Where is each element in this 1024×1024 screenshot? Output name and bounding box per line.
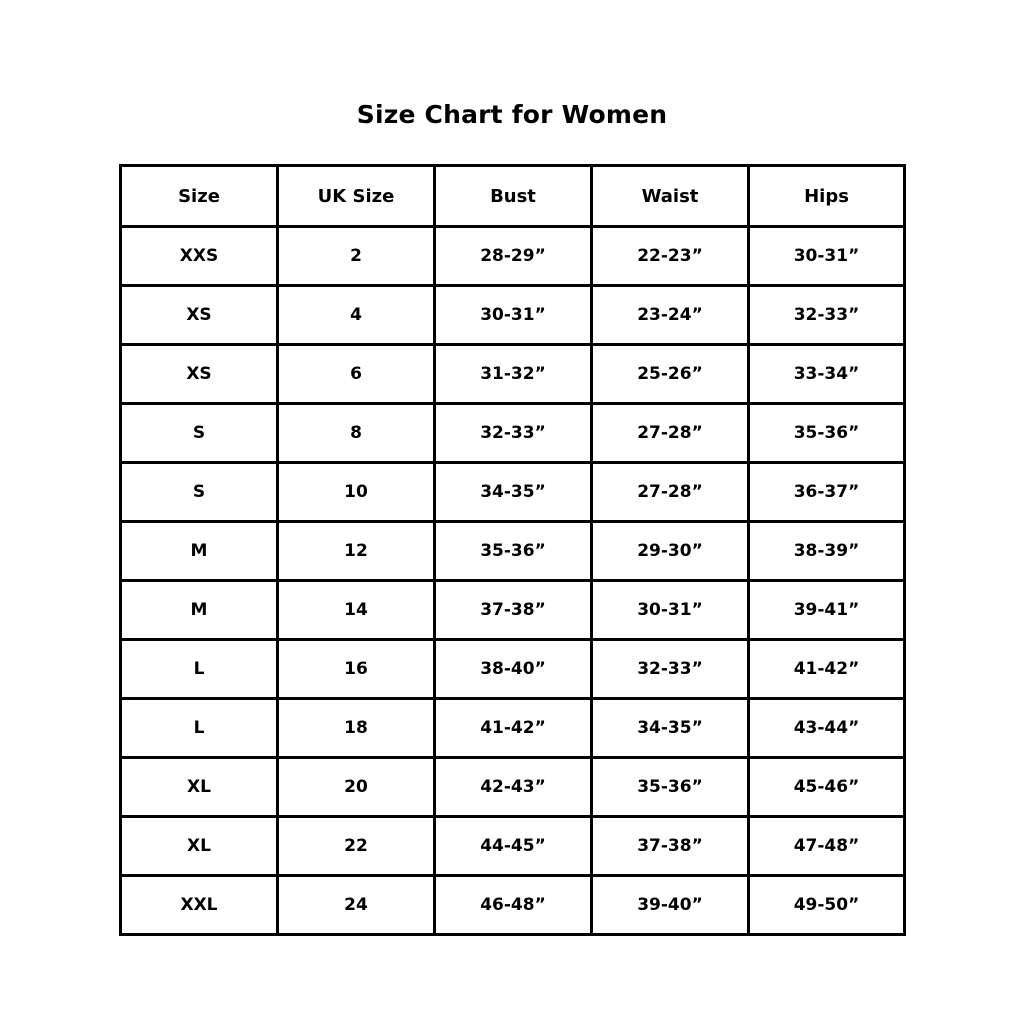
table-body	[121, 227, 905, 935]
cell-size: XXS	[121, 227, 278, 286]
cell-hips: 41-42”	[749, 640, 905, 699]
size-chart-table	[119, 164, 906, 936]
cell-uk-size: 8	[278, 404, 435, 463]
cell-hips: 38-39”	[749, 522, 905, 581]
table-row	[121, 581, 905, 640]
table-row	[121, 227, 905, 286]
cell-size: XL	[121, 817, 278, 876]
column-header-uk-size: UK Size	[278, 166, 435, 227]
cell-size: M	[121, 581, 278, 640]
cell-uk-size: 22	[278, 817, 435, 876]
cell-waist: 30-31”	[592, 581, 749, 640]
table-row	[121, 345, 905, 404]
cell-uk-size: 2	[278, 227, 435, 286]
cell-bust: 28-29”	[435, 227, 592, 286]
column-header-bust: Bust	[435, 166, 592, 227]
cell-waist: 27-28”	[592, 404, 749, 463]
cell-hips: 49-50”	[749, 876, 905, 935]
cell-bust: 44-45”	[435, 817, 592, 876]
cell-hips: 33-34”	[749, 345, 905, 404]
cell-hips: 39-41”	[749, 581, 905, 640]
column-header-hips: Hips	[749, 166, 905, 227]
cell-waist: 22-23”	[592, 227, 749, 286]
cell-bust: 37-38”	[435, 581, 592, 640]
table-row	[121, 286, 905, 345]
cell-size: XL	[121, 758, 278, 817]
cell-waist: 37-38”	[592, 817, 749, 876]
cell-hips: 43-44”	[749, 699, 905, 758]
cell-hips: 47-48”	[749, 817, 905, 876]
page-title: Size Chart for Women	[356, 100, 668, 129]
cell-size: XS	[121, 286, 278, 345]
cell-uk-size: 24	[278, 876, 435, 935]
cell-waist: 34-35”	[592, 699, 749, 758]
cell-uk-size: 16	[278, 640, 435, 699]
cell-bust: 41-42”	[435, 699, 592, 758]
cell-waist: 35-36”	[592, 758, 749, 817]
cell-hips: 45-46”	[749, 758, 905, 817]
cell-size: L	[121, 699, 278, 758]
table-row	[121, 817, 905, 876]
cell-waist: 39-40”	[592, 876, 749, 935]
cell-uk-size: 4	[278, 286, 435, 345]
cell-size: S	[121, 404, 278, 463]
table-row	[121, 758, 905, 817]
cell-hips: 32-33”	[749, 286, 905, 345]
cell-bust: 30-31”	[435, 286, 592, 345]
cell-hips: 36-37”	[749, 463, 905, 522]
cell-waist: 23-24”	[592, 286, 749, 345]
cell-size: XS	[121, 345, 278, 404]
column-header-size: Size	[121, 166, 278, 227]
cell-hips: 30-31”	[749, 227, 905, 286]
cell-waist: 32-33”	[592, 640, 749, 699]
cell-uk-size: 10	[278, 463, 435, 522]
cell-uk-size: 18	[278, 699, 435, 758]
cell-bust: 46-48”	[435, 876, 592, 935]
cell-uk-size: 14	[278, 581, 435, 640]
cell-bust: 34-35”	[435, 463, 592, 522]
cell-size: L	[121, 640, 278, 699]
cell-waist: 29-30”	[592, 522, 749, 581]
table-row	[121, 640, 905, 699]
cell-waist: 27-28”	[592, 463, 749, 522]
cell-uk-size: 6	[278, 345, 435, 404]
table-row	[121, 699, 905, 758]
cell-size: S	[121, 463, 278, 522]
cell-size: M	[121, 522, 278, 581]
cell-bust: 42-43”	[435, 758, 592, 817]
table-row	[121, 876, 905, 935]
cell-waist: 25-26”	[592, 345, 749, 404]
table-header-row	[121, 166, 905, 227]
table-row	[121, 404, 905, 463]
cell-bust: 32-33”	[435, 404, 592, 463]
cell-bust: 31-32”	[435, 345, 592, 404]
cell-bust: 38-40”	[435, 640, 592, 699]
table-header	[121, 166, 905, 227]
cell-size: XXL	[121, 876, 278, 935]
column-header-waist: Waist	[592, 166, 749, 227]
table-row	[121, 522, 905, 581]
cell-uk-size: 12	[278, 522, 435, 581]
table-row	[121, 463, 905, 522]
size-chart-table-container	[119, 164, 903, 936]
cell-hips: 35-36”	[749, 404, 905, 463]
cell-uk-size: 20	[278, 758, 435, 817]
cell-bust: 35-36”	[435, 522, 592, 581]
